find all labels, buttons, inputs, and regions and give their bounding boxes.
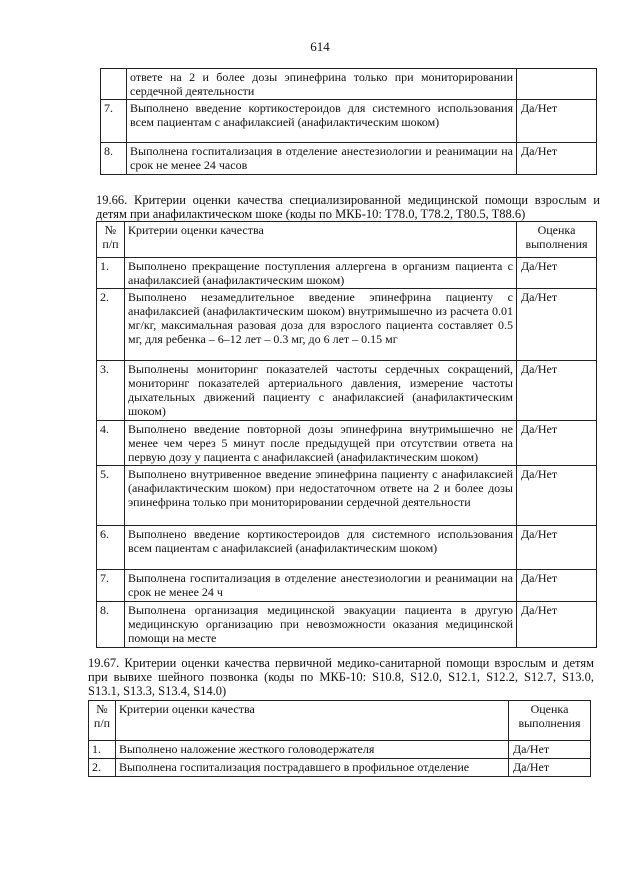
row-answer: [517, 69, 597, 100]
table-row: [97, 289, 597, 361]
row-criterion: Выполнена госпитализация в отделение анестезиологии и реанимации на срок не менее 24 ч: [125, 570, 517, 602]
row-number: 3.: [97, 361, 125, 421]
row-number: 1.: [97, 258, 125, 289]
row-answer: Да/Нет: [517, 258, 597, 289]
row-criterion: Выполнено введение кортикостероидов для системного использования всем пациентам с анафилаксией (анафилактическим шоком): [125, 526, 517, 570]
row-criterion: Выполнено введение кортикостероидов для системного использования всем пациентам с анафилаксией (анафилактическим шоком): [127, 100, 517, 143]
header-number: № п/п: [97, 222, 125, 258]
row-number: 2.: [89, 759, 116, 777]
page-number: 614: [310, 39, 330, 54]
row-answer: Да/Нет: [517, 570, 597, 602]
header-answer: Оценка выполнения: [517, 222, 597, 258]
header-criterion: Критерии оценки качества: [125, 222, 517, 258]
row-number: 2.: [97, 289, 125, 361]
row-answer: Да/Нет: [517, 602, 597, 648]
table-row: [97, 361, 597, 421]
table-row: [97, 466, 597, 526]
table-row: [97, 258, 597, 289]
row-criterion: Выполнено незамедлительное введение эпинефрина пациенту с анафилаксией (анафилактическим шоком) внутримышечно из расчета 0.01 мг/кг, максимальная разовая доза для взрослого пациента составляет 0.5 мг, для ребенка – 6–12 лет – 0.3 мг, до 6 лет – 0.15 мг: [125, 289, 517, 361]
row-number: 4.: [97, 421, 125, 466]
row-answer: Да/Нет: [509, 741, 591, 759]
row-answer: Да/Нет: [517, 466, 597, 526]
section-heading-19-67: 19.67. Критерии оценки качества первичной медико-санитарной помощи взрослым и детям при вывихе шейного позвонка (коды по МКБ-10: S10.8, S12.0, S12.1, S12.2, S12.7, S13.0, S13.1, S13.3, S13.4, S14.0): [88, 656, 594, 698]
table-row: [97, 570, 597, 602]
row-answer: Да/Нет: [517, 143, 597, 175]
table-row: [97, 602, 597, 648]
row-criterion: Выполнена госпитализация в отделение анестезиологии и реанимации на срок не менее 24 часов: [127, 143, 517, 175]
row-number: 7.: [97, 570, 125, 602]
table-row: [89, 759, 591, 777]
row-criterion: Выполнено введение повторной дозы эпинефрина внутримышечно не менее чем через 5 минут после предыдущей при отсутствии ответа на первую дозу у пациента с анафилаксией (анафилактическим шоком): [125, 421, 517, 466]
row-criterion: Выполнено прекращение поступления аллергена в организм пациента с анафилаксией (анафилактическим шоком): [125, 258, 517, 289]
table-row: [101, 100, 597, 143]
row-number: 6.: [97, 526, 125, 570]
row-number: 1.: [89, 741, 116, 759]
row-answer: Да/Нет: [517, 361, 597, 421]
row-answer: Да/Нет: [517, 289, 597, 361]
row-criterion: Выполнено внутривенное введение эпинефрина пациенту с анафилаксией (анафилактическим шоком) при недостаточном ответе на 2 и более дозы эпинефрина только при мониторировании сердечной деятельности: [125, 466, 517, 526]
table-row: [97, 421, 597, 466]
table-row: [97, 526, 597, 570]
row-criterion: Выполнена организация медицинской эвакуации пациента в другую медицинскую организацию при невозможности оказания медицинской помощи на месте: [125, 602, 517, 648]
row-number: 7.: [101, 100, 127, 143]
row-criterion: Выполнено наложение жесткого головодержателя: [116, 741, 509, 759]
row-answer: Да/Нет: [517, 100, 597, 143]
row-number: 8.: [97, 602, 125, 648]
header-answer: Оценка выполнения: [509, 701, 591, 741]
row-number: 5.: [97, 466, 125, 526]
row-criterion: Выполнена госпитализация пострадавшего в профильное отделение: [116, 759, 509, 777]
row-number: 8.: [101, 143, 127, 175]
header-number: № п/п: [89, 701, 116, 741]
row-answer: Да/Нет: [517, 526, 597, 570]
row-criterion: ответе на 2 и более дозы эпинефрина только при мониторировании сердечной деятельности: [127, 69, 517, 100]
row-criterion: Выполнены мониторинг показателей частоты сердечных сокращений, мониторинг показателей артериального давления, измерение частоты дыхательных движений пациенту с анафилаксией (анафилактическим шоком): [125, 361, 517, 421]
header-criterion: Критерии оценки качества: [116, 701, 509, 741]
row-answer: Да/Нет: [509, 759, 591, 777]
section-heading-19-66: 19.66. Критерии оценки качества специализированной медицинской помощи взрослым и детям при анафилактическом шоке (коды по МКБ-10: T78.0, T78.2, T80.5, T88.6): [96, 193, 600, 221]
criteria-table-19-66: [96, 221, 597, 648]
row-answer: Да/Нет: [517, 421, 597, 466]
criteria-table-19-67: [88, 700, 591, 777]
table-row: [89, 741, 591, 759]
table-header-row: [89, 701, 591, 741]
table-header-row: [97, 222, 597, 258]
row-number: [101, 69, 127, 100]
criteria-table-continued: [100, 68, 597, 175]
table-row: [101, 69, 597, 100]
table-row: [101, 143, 597, 175]
